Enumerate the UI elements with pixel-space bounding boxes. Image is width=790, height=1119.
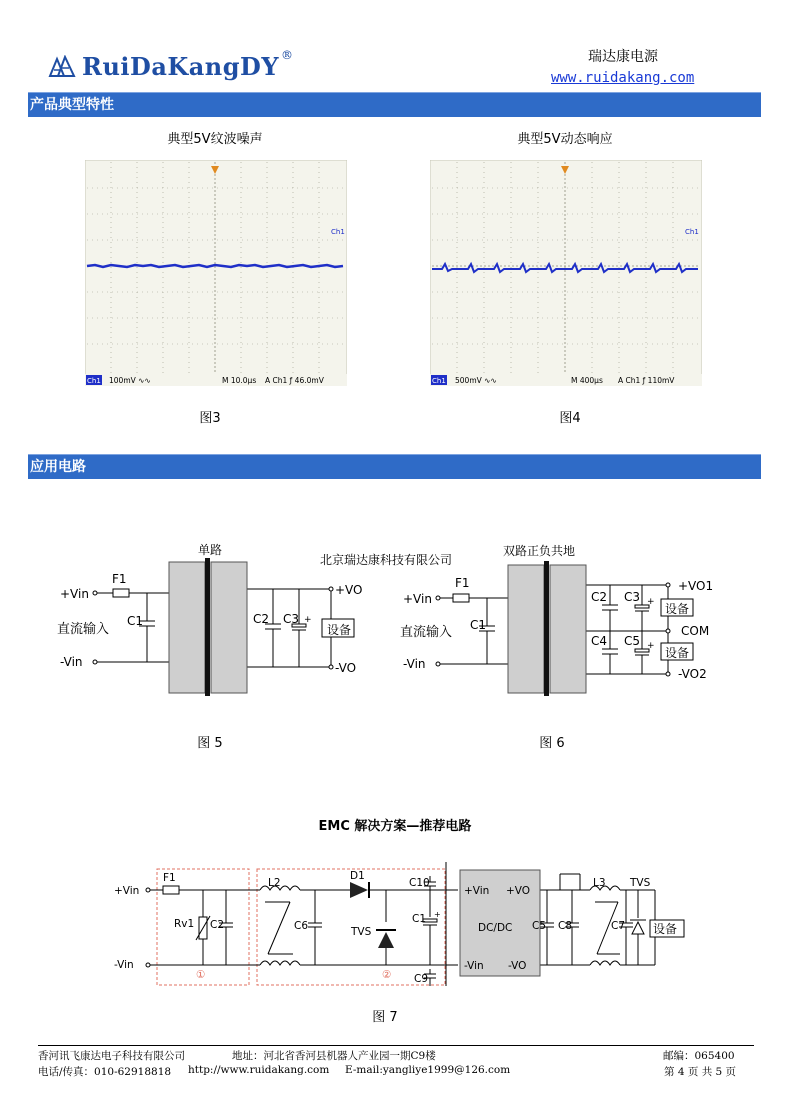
emc-title: EMC 解决方案—推荐电路 [318, 819, 472, 834]
emc-mark-2: ② [382, 969, 392, 981]
circuit6-vin-n: -Vin [403, 657, 426, 671]
circuit6-f1: F1 [455, 576, 470, 590]
circuit5-vin-n: -Vin [60, 655, 83, 669]
circuit6-vo2: -VO2 [678, 667, 707, 681]
emc-plus: + [434, 910, 441, 919]
emc-module-vin-n: -Vin [464, 960, 484, 972]
section-typical-characteristics: 产品典型特性 [28, 92, 761, 117]
circuit5-plus: + [304, 615, 312, 625]
circuit-emc-recommended [110, 862, 690, 992]
figure-5-caption: 图 5 [197, 736, 223, 751]
section-application-circuit: 应用电路 [28, 454, 761, 479]
footer-page-number: 第 4 页 共 5 页 [664, 1066, 737, 1078]
emc-l2: L2 [268, 877, 281, 889]
circuit6-c2: C2 [591, 590, 608, 604]
logo-registered: ® [280, 48, 294, 62]
scope1-trigger: A Ch1 ƒ 46.0mV [265, 376, 324, 385]
circuit6-c3: C3 [624, 590, 641, 604]
circuit6-title: 双路正负共地 [503, 544, 576, 558]
scope1-vdiv: 100mV ∿∿ [109, 376, 151, 385]
scope1-ch-label: Ch1 [331, 228, 345, 236]
circuit6-input-label: 直流输入 [400, 625, 453, 640]
scope1-ripple-plot [85, 160, 347, 386]
emc-tvs-out: TVS [630, 877, 651, 889]
header-company: 瑞达康电源 [588, 49, 658, 65]
circuit6-c5: C5 [624, 634, 641, 648]
watermark-text: 北京瑞达康科技有限公司 [320, 553, 453, 567]
scope1-ch-tag: Ch1 [87, 377, 101, 385]
company-logo [48, 48, 294, 81]
emc-device: 设备 [653, 922, 678, 936]
emc-vin-p: +Vin [114, 885, 140, 897]
emc-c9: C9 [414, 973, 429, 985]
scope2-timebase: M 400µs [571, 376, 603, 385]
circuit6-c4: C4 [591, 634, 608, 648]
footer-postcode: 邮编：065400 [663, 1050, 735, 1062]
scope1-title: 典型5V纹波噪声 [167, 132, 263, 147]
footer-company: 香河讯飞康达电子科技有限公司 [38, 1050, 185, 1062]
emc-vin-n: -Vin [114, 959, 134, 971]
emc-module-vo-p: +VO [506, 885, 531, 897]
scope2-trigger: A Ch1 ƒ 110mV [618, 376, 675, 385]
logo-mountain-icon [48, 55, 76, 77]
emc-mark-1: ① [196, 969, 206, 981]
diode-d1-icon [350, 882, 368, 898]
header-website-link[interactable]: www.ruidakang.com [551, 70, 695, 86]
scope2-ch-label: Ch1 [685, 228, 699, 236]
emc-tvs-mid: TVS [351, 926, 372, 938]
figure-3-caption: 图3 [199, 411, 221, 426]
emc-c1: C1 [412, 913, 427, 925]
scope2-title: 典型5V动态响应 [517, 132, 613, 147]
emc-c6: C6 [294, 920, 309, 932]
scope2-vdiv: 500mV ∿∿ [455, 376, 497, 385]
circuit5-vo-p: +VO [335, 583, 363, 597]
circuit6-vin-p: +Vin [403, 592, 432, 606]
circuit5-c3: C3 [283, 612, 300, 626]
circuit5-c2: C2 [253, 612, 270, 626]
footer-email-link[interactable]: E-mail:yangliye1999@126.com [345, 1064, 511, 1076]
circuit6-vo1: +VO1 [678, 579, 714, 593]
logo-text: RuiDaKangDY [82, 52, 279, 81]
emc-c10: C10 [409, 877, 430, 889]
figure-7-caption: 图 7 [372, 1010, 398, 1025]
circuit5-vin-p: +Vin [60, 587, 89, 601]
figure-4-caption: 图4 [559, 411, 581, 426]
emc-l3: L3 [593, 877, 606, 889]
emc-c2: C2 [210, 919, 225, 931]
scope2-ch-tag: Ch1 [432, 377, 446, 385]
circuit6-device-2: 设备 [665, 646, 690, 660]
scope1-timebase: M 10.0µs [222, 376, 257, 385]
tvs-out-icon [632, 922, 644, 934]
circuit6-plus-2: + [647, 641, 655, 651]
emc-module-vin-p: +Vin [464, 885, 490, 897]
circuit5-f1: F1 [112, 572, 127, 586]
footer-address: 地址：河北省香河县机器人产业园一期C9楼 [232, 1050, 436, 1062]
emc-module-name: DC/DC [478, 922, 513, 934]
circuit-dual-output [398, 535, 723, 705]
circuit6-device-1: 设备 [665, 602, 690, 616]
emc-d1: D1 [350, 870, 365, 882]
emc-rv1: Rv1 [174, 918, 195, 930]
figure-6-caption: 图 6 [539, 736, 565, 751]
circuit5-c1: C1 [127, 614, 144, 628]
circuit6-plus-1: + [647, 597, 655, 607]
circuit6-com: COM [681, 624, 710, 638]
emc-module-vo-n: -VO [508, 960, 527, 972]
emc-c8: C8 [558, 920, 573, 932]
footer-url-link[interactable]: http://www.ruidakang.com [188, 1064, 330, 1076]
tvs-mid-icon [378, 932, 394, 948]
circuit5-device: 设备 [327, 623, 352, 637]
footer-phone: 电话/传真：010-62918818 [38, 1066, 172, 1078]
emc-c5: C5 [532, 920, 547, 932]
emc-f1: F1 [163, 872, 176, 884]
circuit6-c1: C1 [470, 618, 487, 632]
emc-c7: C7 [611, 920, 626, 932]
circuit5-title: 单路 [198, 543, 223, 557]
circuit5-vo-n: -VO [335, 661, 357, 675]
scope2-dynamic-plot [430, 160, 702, 386]
footer-divider [38, 1045, 754, 1046]
circuit5-input-label: 直流输入 [57, 622, 110, 637]
